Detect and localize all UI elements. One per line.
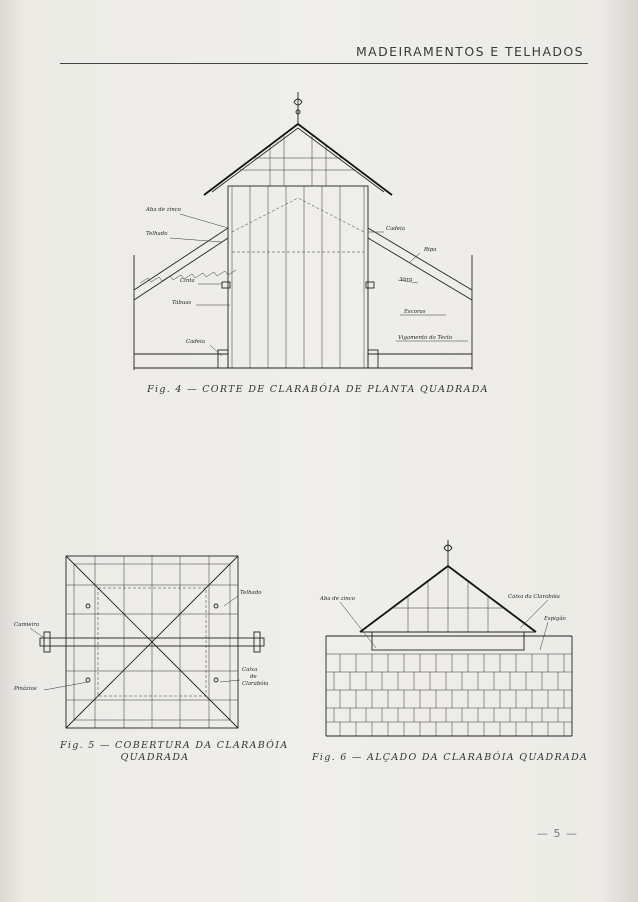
- fig4-label-cadeia-right: Cadeia: [386, 226, 405, 232]
- fig5-label-caixa-1: Caixa: [242, 667, 258, 673]
- fig4-label-escoras: Escoras: [404, 309, 426, 315]
- fig4-label-tabuas: Tábuas: [172, 300, 192, 306]
- page-number: — 5 —: [537, 827, 578, 840]
- fig4-label-vigamento: Vigamento do Tecto: [398, 335, 453, 341]
- fig5-plan-drawing: [30, 556, 264, 728]
- fig5-label-telhado: Telhado: [240, 590, 262, 596]
- fig4-label-ripa: Ripa: [424, 247, 437, 253]
- fig6-label-espigao: Espigão: [544, 616, 566, 622]
- fig4-section-drawing: [134, 92, 472, 370]
- fig6-label-aba-zinco: Aba de zinco: [320, 596, 355, 602]
- fig6-elevation-drawing: [326, 540, 572, 736]
- fig5-label-caixa-2: de: [250, 674, 257, 680]
- fig4-label-telhado: Telhado: [146, 231, 168, 237]
- fig5-caption-line2: QUADRADA: [120, 752, 190, 763]
- fig5-label-pinazios: Pinázios: [14, 686, 37, 692]
- fig5-label-caixa-3: Clarabóia: [242, 681, 269, 687]
- fig5-caption-line1: Fig. 5 — COBERTURA DA CLARABÓIA: [60, 740, 289, 751]
- fig4-label-vara: Vara: [400, 277, 413, 283]
- fig4-label-aba-zinco: Aba de zinco: [146, 207, 181, 213]
- fig6-label-caixa-claraboia: Caixa da Clarabóia: [508, 594, 560, 600]
- fig4-label-cadeia-left: Cadeia: [186, 339, 205, 345]
- fig6-caption: Fig. 6 — ALÇADO DA CLARABÓIA QUADRADA: [312, 752, 589, 763]
- fig4-caption: Fig. 4 — CORTE DE CLARABÓIA DE PLANTA QUADRADA: [147, 384, 489, 395]
- running-header: MADEIRAMENTOS E TELHADOS: [355, 44, 584, 59]
- fig4-label-cinta: Cinta: [180, 278, 195, 284]
- fig5-label-cumieira: Cumieira: [14, 622, 40, 628]
